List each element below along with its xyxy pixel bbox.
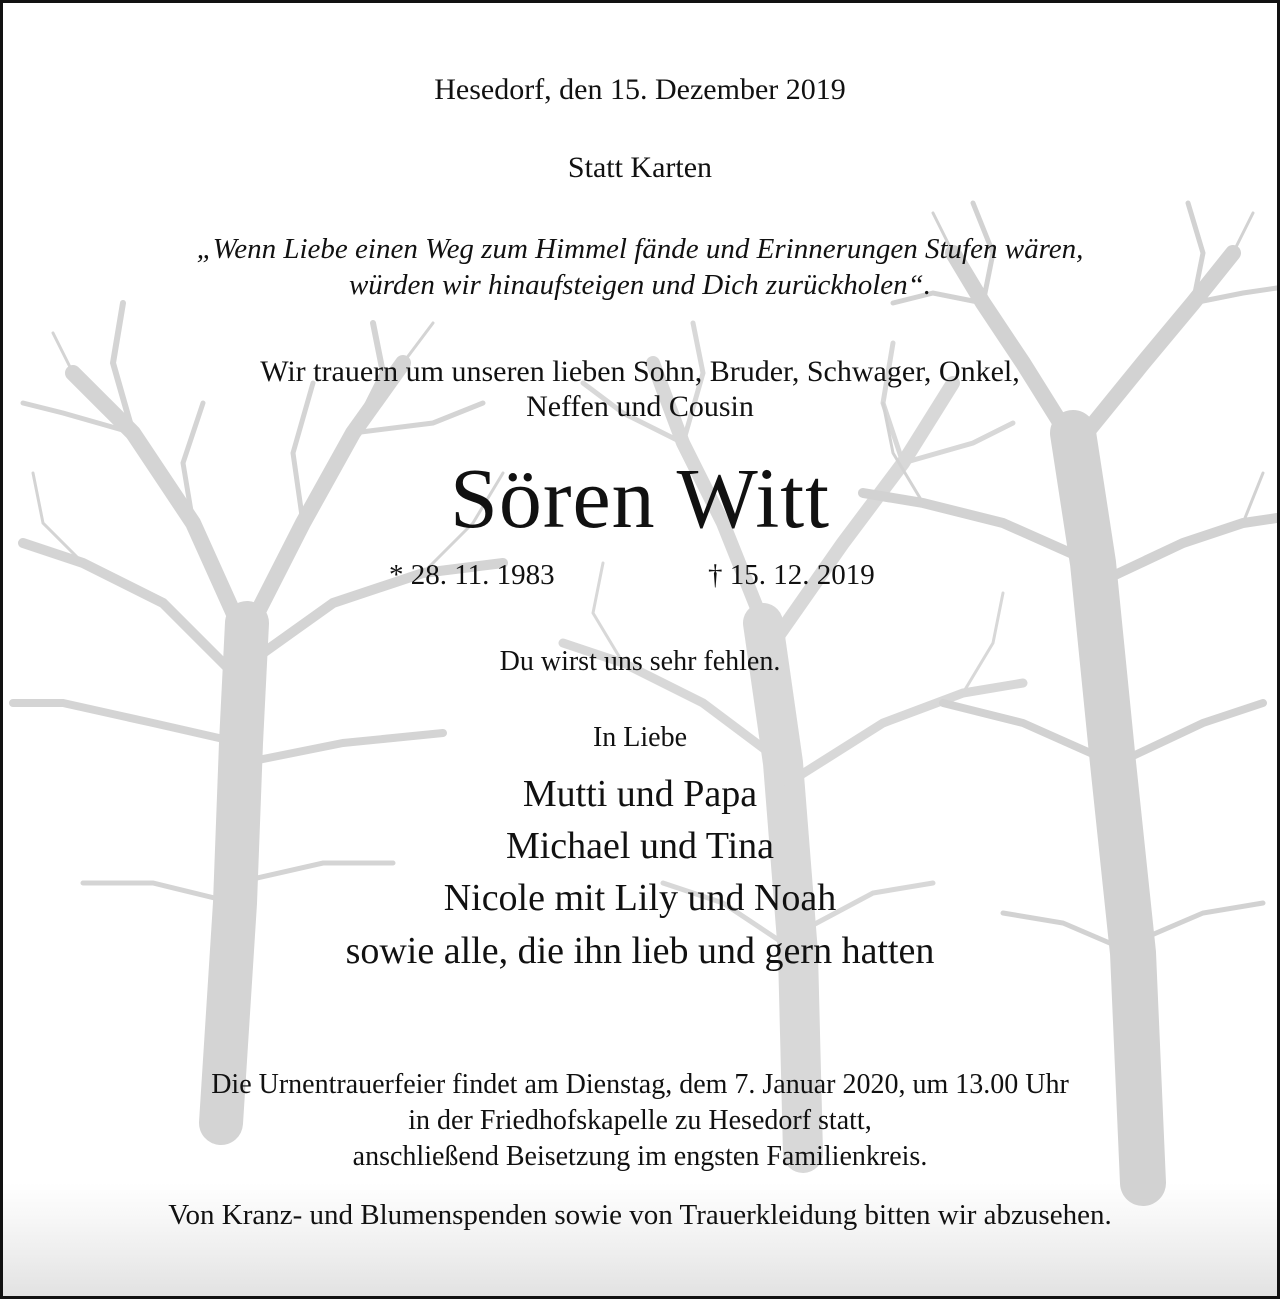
family-line: sowie alle, die ihn lieb und gern hatten — [345, 930, 935, 972]
place-and-date: Hesedorf, den 15. Dezember 2019 — [434, 73, 846, 106]
birth-date: * 28. 11. 1983 — [389, 559, 555, 591]
quote-line-2: würden wir hinaufsteigen und Dich zurückholen“. — [348, 269, 932, 301]
left-tree — [13, 303, 503, 1123]
family-line: Nicole mit Lily und Noah — [443, 877, 837, 919]
ceremony-line-3: anschließend Beisetzung im engsten Familienkreis. — [352, 1141, 928, 1172]
death-date: † 15. 12. 2019 — [708, 559, 875, 591]
right-tree — [863, 203, 1277, 1183]
quote-line-1: „Wenn Liebe einen Weg zum Himmel fände und Erinnerungen Stufen wären, — [196, 233, 1084, 265]
in-love-label: In Liebe — [592, 722, 688, 753]
mourning-line-1: Wir trauern um unseren lieben Sohn, Bruder, Schwager, Onkel, — [260, 355, 1020, 388]
family-line: Michael und Tina — [505, 825, 775, 867]
deceased-name: Sören Witt — [450, 450, 830, 546]
family-line: Mutti und Papa — [522, 773, 758, 815]
miss-line: Du wirst uns sehr fehlen. — [499, 646, 781, 677]
ceremony-line-2: in der Friedhofskapelle zu Hesedorf statt, — [408, 1105, 872, 1136]
ceremony-line-1: Die Urnentrauerfeier findet am Dienstag, dem 7. Januar 2020, um 13.00 Uhr — [211, 1069, 1069, 1100]
donation-request: Von Kranz- und Blumenspenden sowie von Trauerkleidung bitten wir abzusehen. — [168, 1199, 1112, 1231]
statt-karten-label: Statt Karten — [567, 151, 713, 184]
mourning-line-2: Neffen und Cousin — [526, 390, 754, 423]
